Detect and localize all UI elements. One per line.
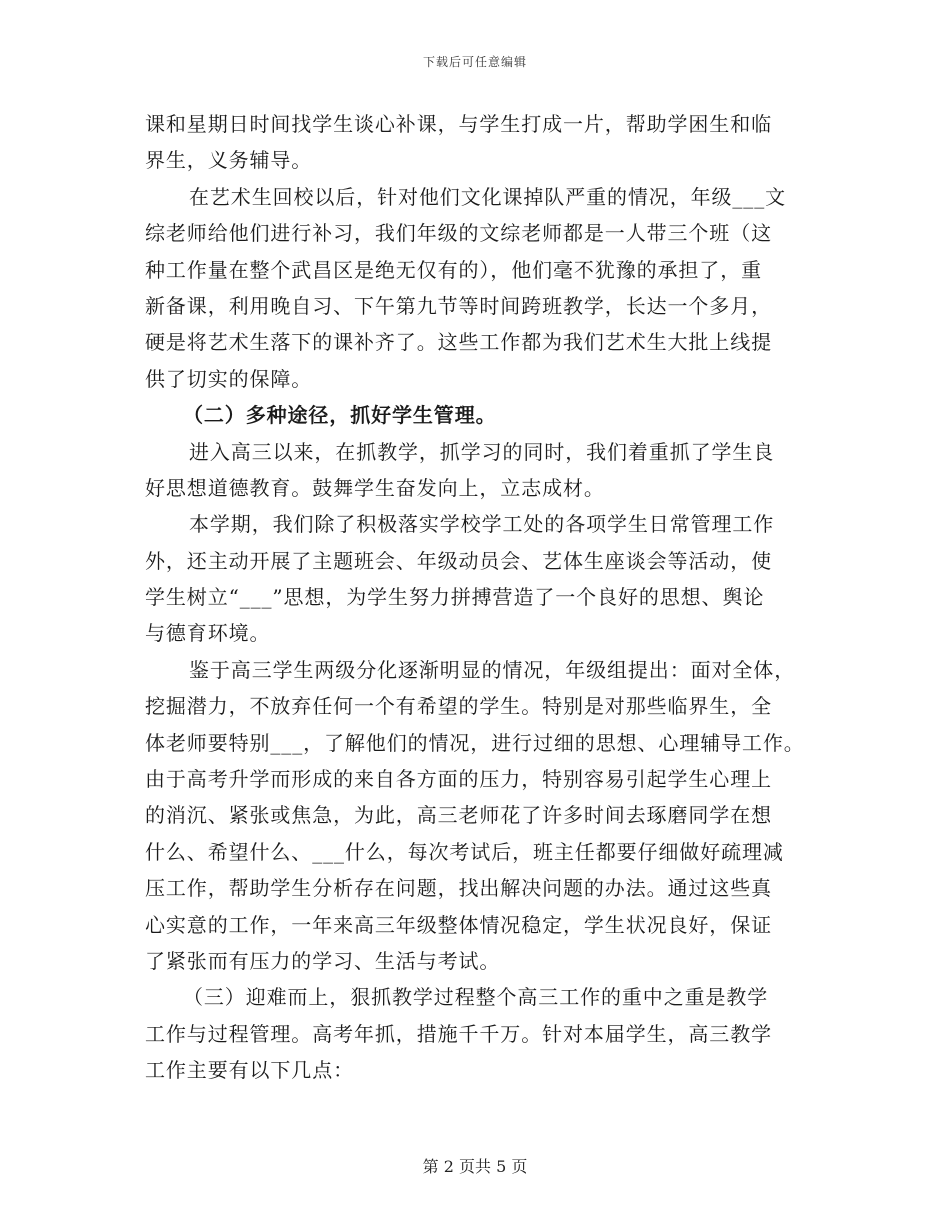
text-line: 在艺术生回校以后，针对他们文化课掉队严重的情况，年级___文 [189, 184, 786, 209]
text-line: 学生树立“___”思想，为学生努力拼搏营造了一个良好的思想、舆论 [145, 585, 765, 610]
page-footer: 第 2 页共 5 页 [422, 1157, 528, 1176]
text-line: 由于高考升学而形成的来自各方面的压力，特别容易引起学生心理上 [145, 767, 772, 792]
text-line: 新备课，利用晚自习、下午第九节等时间跨班教学，长达一个多月， [145, 293, 772, 318]
text-line: 界生，义务辅导。 [145, 148, 313, 173]
text-line: 本学期，我们除了积极落实学校学工处的各项学生日常管理工作 [189, 512, 775, 537]
text-line: 鉴于高三学生两级分化逐渐明显的情况，年级组提出：面对全体， [189, 657, 796, 682]
text-line: 的消沉、紧张或焦急，为此，高三老师花了许多时间去琢磨同学在想 [145, 803, 772, 828]
text-line: 心实意的工作，一年来高三年级整体情况稳定，学生状况良好，保证 [145, 912, 772, 937]
text-line: 工作主要有以下几点： [145, 1058, 354, 1083]
text-line: 体老师要特别___，了解他们的情况，进行过细的思想、心理辅导工作。 [145, 730, 805, 755]
text-line: 好思想道德教育。鼓舞学生奋发向上，立志成材。 [145, 475, 605, 500]
text-line: 综老师给他们进行补习，我们年级的文综老师都是一人带三个班（这 [145, 221, 772, 246]
text-line: 工作与过程管理。高考年抓，措施千千万。针对本届学生，高三教学 [145, 1021, 772, 1046]
page-header: 下载后可任意编辑 [422, 55, 527, 69]
text-line: 压工作，帮助学生分析存在问题，找出解决问题的办法。通过这些真 [145, 876, 772, 901]
text-line: 硬是将艺术生落下的课补齐了。这些工作都为我们艺术生大批上线提 [145, 330, 772, 355]
text-line: 种工作量在整个武昌区是绝无仅有的），他们毫不犹豫的承担了，重 [145, 257, 762, 282]
text-line: 与德育环境。 [145, 621, 271, 646]
section-heading: （二）多种途径，抓好学生管理。 [183, 403, 497, 428]
text-line: 挖掘潜力，不放弃任何一个有希望的学生。特别是对那些临界生，全 [145, 694, 772, 719]
text-line: 供了切实的保障。 [145, 366, 313, 391]
text-line: 外，还主动开展了主题班会、年级动员会、艺体生座谈会等活动，使 [145, 548, 772, 573]
text-line: （三）迎难而上，狠抓教学过程整个高三工作的重中之重是教学 [183, 985, 769, 1010]
text-line: 了紧张而有压力的学习、生活与考试。 [145, 948, 501, 973]
text-line: 进入高三以来，在抓教学，抓学习的同时，我们着重抓了学生良 [189, 439, 775, 464]
text-line: 什么、希望什么、___什么，每次考试后，班主任都要仔细做好疏理减 [145, 839, 784, 864]
text-line: 课和星期日时间找学生谈心补课，与学生打成一片，帮助学困生和临 [145, 112, 772, 136]
document-body [145, 106, 835, 1089]
